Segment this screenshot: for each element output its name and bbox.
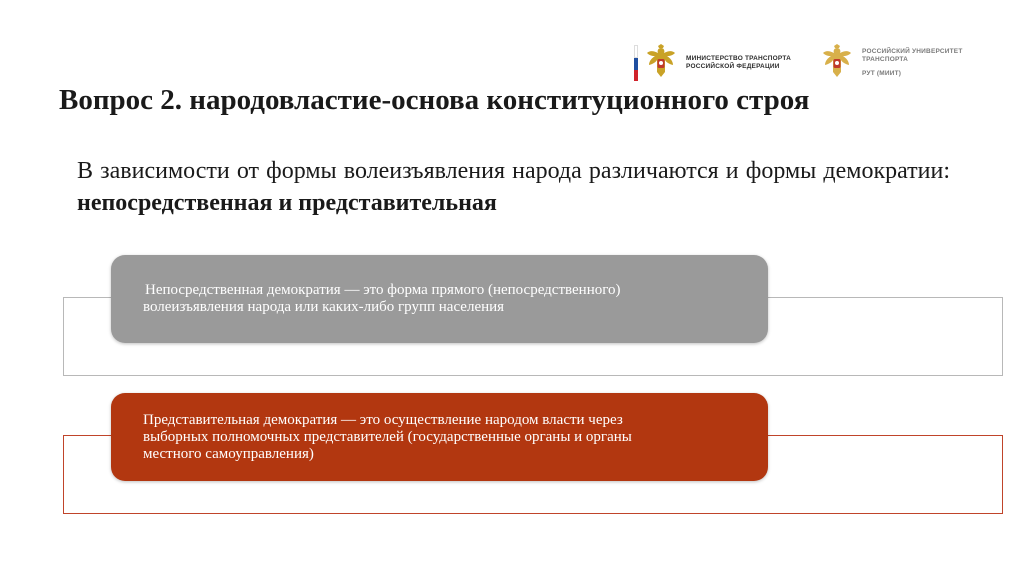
coat-of-arms-icon <box>820 44 854 82</box>
university-logo-text <box>862 48 963 78</box>
russian-flag-icon <box>634 45 638 81</box>
ministry-logo <box>634 44 791 82</box>
direct-democracy-box <box>111 255 768 343</box>
representative-democracy-line-1: Представительная демократия — это осуществление народом власти через <box>143 411 623 428</box>
ministry-logo-text <box>686 55 791 71</box>
direct-democracy-line-2: волеизъявления народа или каких-либо групп населения <box>143 299 505 315</box>
slide-title: Вопрос 2. народовластие-основа конституционного строя <box>59 84 810 116</box>
ministry-line-2: РОССИЙСКОЙ ФЕДЕРАЦИИ <box>686 63 780 70</box>
ministry-line-1: МИНИСТЕРСТВО ТРАНСПОРТА <box>686 55 792 62</box>
intro-bold-text: непосредственная и представительная <box>77 190 497 216</box>
representative-democracy-line-3: местного самоуправления) <box>143 445 314 462</box>
university-logo <box>820 44 963 82</box>
university-line-2: ТРАНСПОРТА <box>862 56 909 63</box>
university-line-3: РУТ (МИИТ) <box>862 70 902 77</box>
intro-paragraph <box>77 155 950 219</box>
university-line-1: РОССИЙСКИЙ УНИВЕРСИТЕТ <box>862 48 963 55</box>
representative-democracy-line-2: выборных полномочных представителей (государственные органы и органы <box>143 428 632 445</box>
coat-of-arms-icon <box>644 44 678 82</box>
representative-democracy-box <box>111 393 768 481</box>
direct-democracy-line-1: Непосредственная демократия — это форма прямого (непосредственного) <box>145 282 621 298</box>
intro-text: В зависимости от формы волеизъявления народа различаются и формы демократии: <box>77 158 950 184</box>
